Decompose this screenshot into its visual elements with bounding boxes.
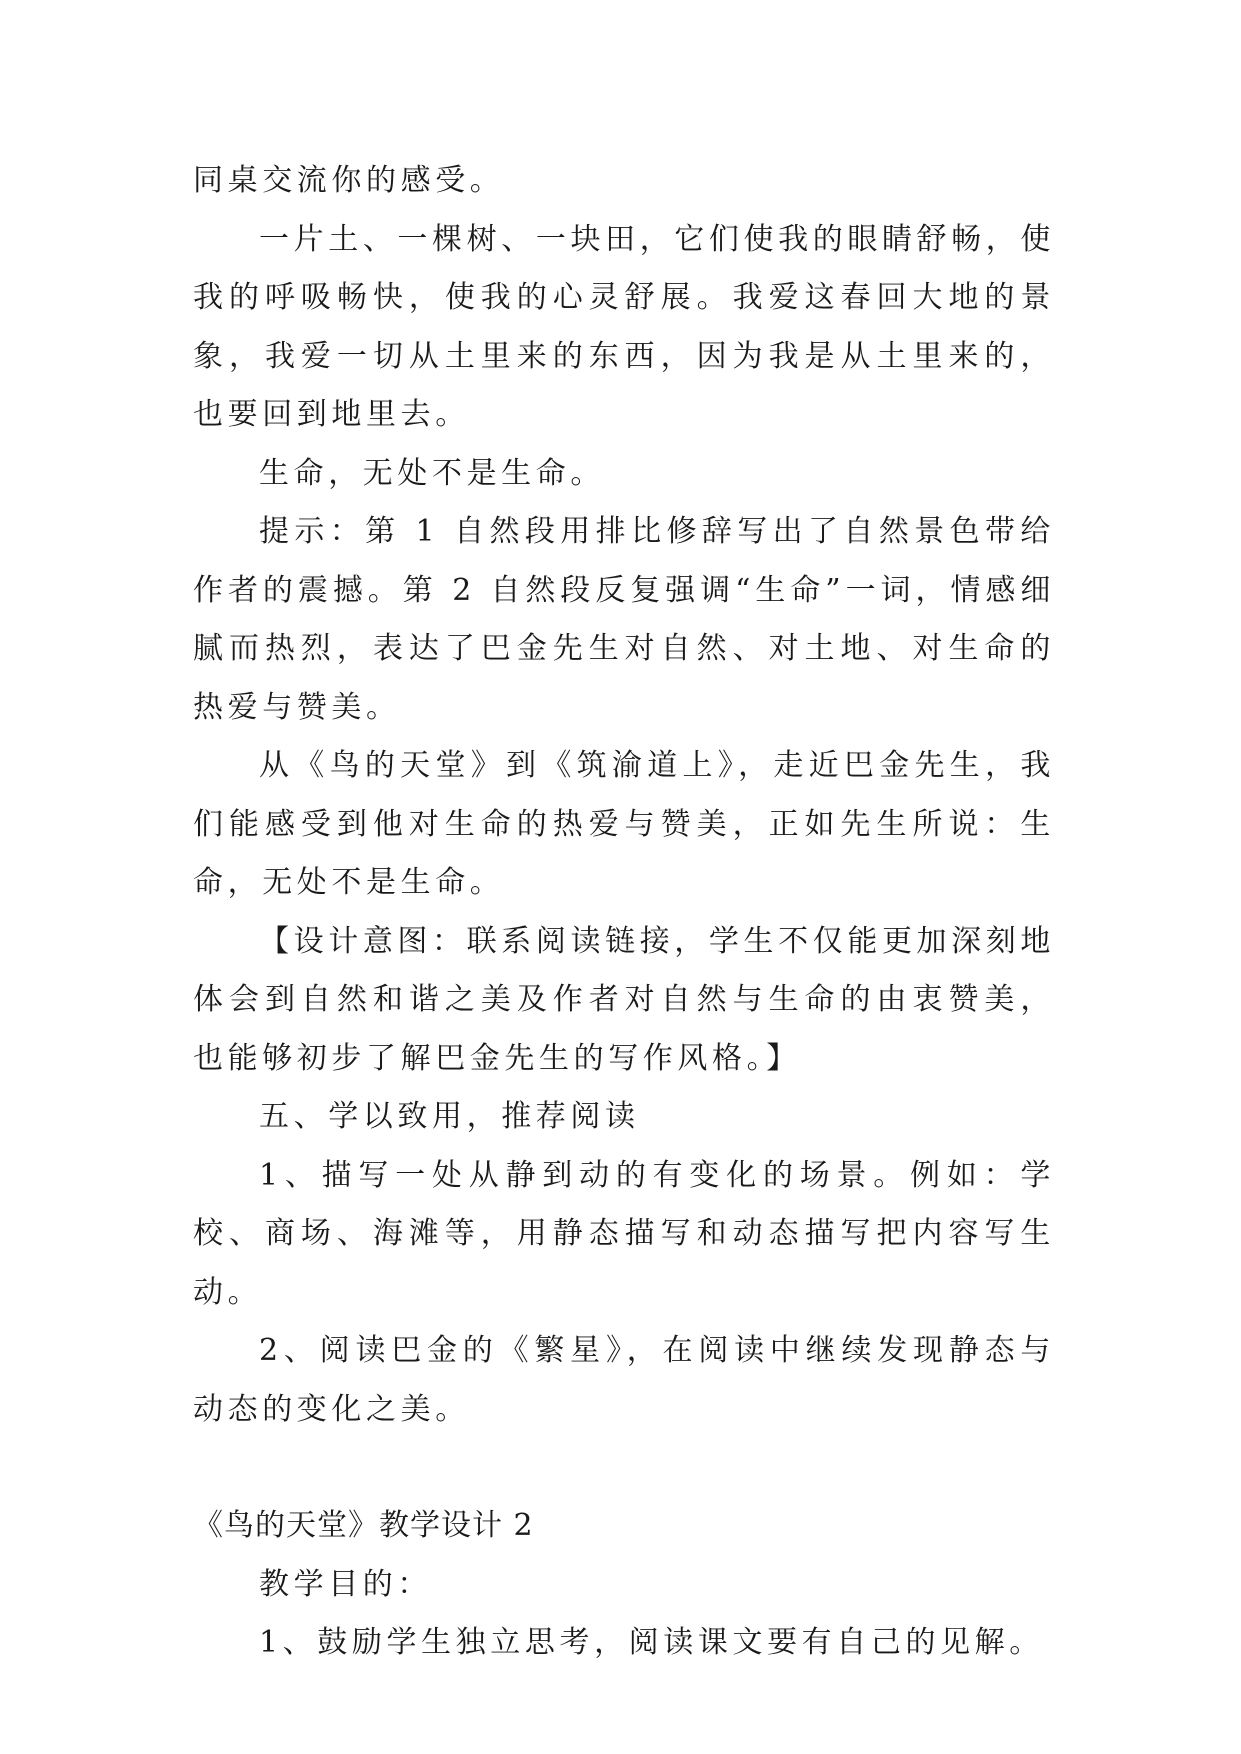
paragraph-hint: 提示：第 1 自然段用排比修辞写出了自然景色带给作者的震撼。第 2 自然段反复强调“生命”一词，情感细腻而热烈，表达了巴金先生对自然、对土地、对生命的热爱与赞美。 <box>193 514 1055 725</box>
paragraph-quote-life: 生命，无处不是生命。 <box>259 455 605 491</box>
paragraph-section-five: 五、学以致用，推荐阅读 <box>259 1099 640 1134</box>
paragraph-exchange-feelings: 同桌交流你的感受。 <box>193 163 505 198</box>
paragraph-task-two: 2、阅读巴金的《繁星》，在阅读中继续发现静态与动态的变化之美。 <box>193 1333 1055 1427</box>
paragraph-task-one: 1、描写一处从静到动的有变化的场景。例如：学校、商场、海滩等，用静态描写和动态描写把内容写生动。 <box>193 1157 1055 1310</box>
section-title: 《鸟的天堂》教学设计 2 <box>193 1508 534 1543</box>
paragraph-summary: 从《鸟的天堂》到《筑渝道上》，走近巴金先生，我们能感受到他对生命的热爱与赞美，正如先生所说：生命，无处不是生命。 <box>193 748 1055 900</box>
paragraph-design-intent: 【设计意图：联系阅读链接，学生不仅能更加深刻地体会到自然和谐之美及作者对自然与生命的由衷赞美，也能够初步了解巴金先生的写作风格。】 <box>193 923 1055 1076</box>
section-spacer <box>193 1439 1055 1497</box>
paragraph-goal-one: 1、鼓励学生独立思考，阅读课文要有自己的见解。 <box>259 1625 1044 1660</box>
paragraph-quote-land: 一片土、一棵树、一块田，它们使我的眼睛舒畅，使我的呼吸畅快，使我的心灵舒展。我爱这春回大地的景象，我爱一切从土里来的东西，因为我是从土里来的，也要回到地里去。 <box>193 221 1055 432</box>
document-body <box>193 152 1055 1673</box>
paragraph-teaching-goal: 教学目的： <box>259 1566 432 1602</box>
